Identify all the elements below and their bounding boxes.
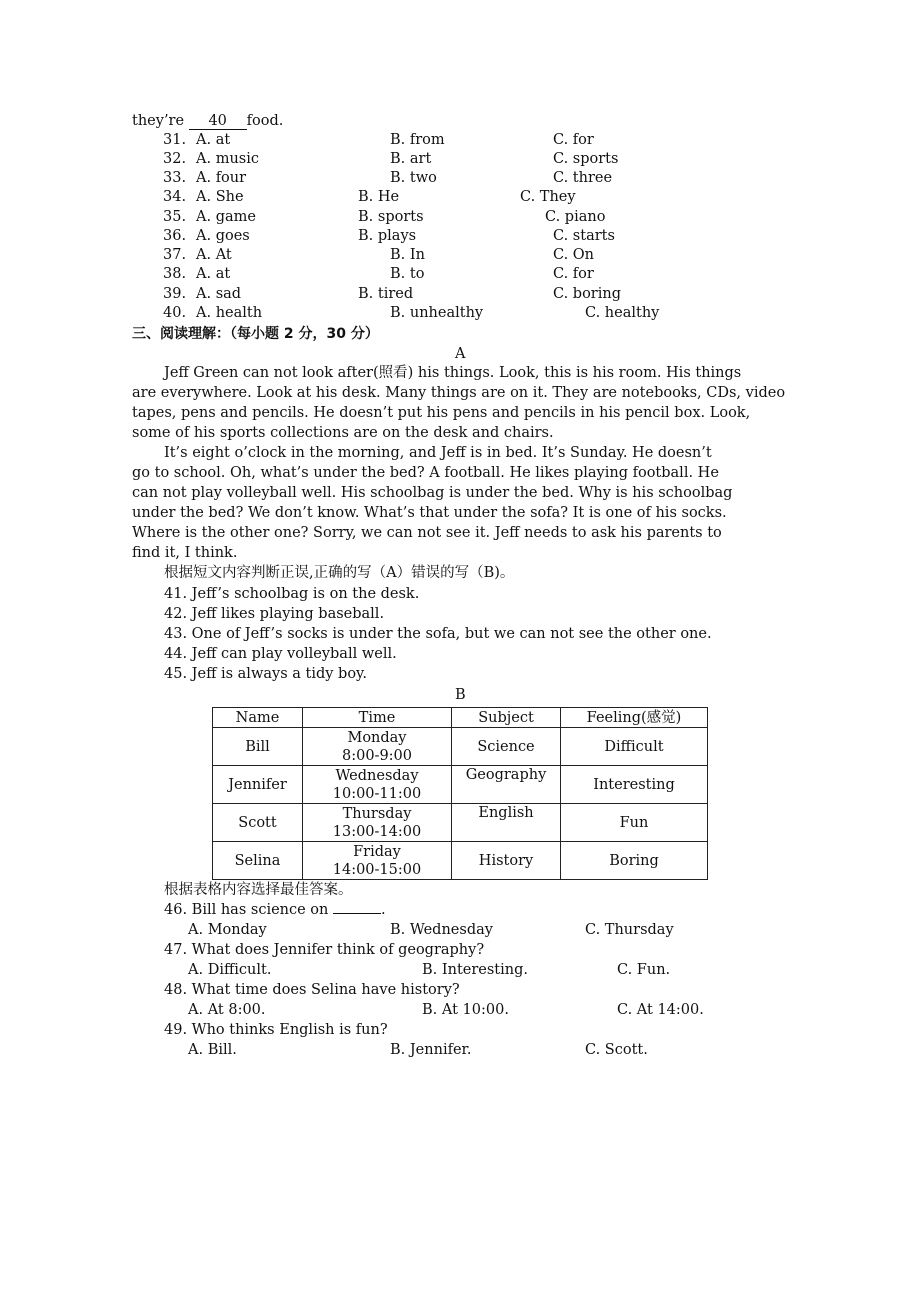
- option-b: B. Interesting.: [422, 962, 528, 978]
- question-45: 45. Jeff is always a tidy boy.: [164, 666, 367, 682]
- passage-line: find it, I think.: [132, 545, 238, 561]
- cell-subject: History: [452, 842, 561, 880]
- intro-after: food.: [246, 113, 284, 129]
- passage-line: tapes, pens and pencils. He doesn’t put his pens and pencils in his pencil box. Look,: [132, 405, 751, 421]
- cell-time: [303, 842, 452, 880]
- passage-b-label: B: [455, 687, 466, 703]
- cloze-option-b: B. In: [390, 247, 425, 263]
- cloze-option-c: C. sports: [553, 151, 619, 167]
- question-44: 44. Jeff can play volleyball well.: [164, 646, 397, 662]
- cloze-num: 40.: [163, 305, 187, 321]
- cloze-option-c: C. healthy: [585, 305, 660, 321]
- cell-name: Scott: [213, 804, 303, 842]
- cloze-option-c: C. three: [553, 170, 613, 186]
- passage-line: can not play volleyball well. His schoolbag is under the bed. Why is his schoolbag: [132, 485, 733, 501]
- table-row: [213, 842, 708, 880]
- cloze-option-c: C. for: [553, 132, 594, 148]
- cloze-num: 39.: [163, 286, 187, 302]
- cell-name: Bill: [213, 728, 303, 766]
- option-a: A. Monday: [188, 922, 267, 938]
- cloze-num: 32.: [163, 151, 187, 167]
- passage-line: some of his sports collections are on the desk and chairs.: [132, 425, 554, 441]
- cell-subject: English: [452, 804, 561, 842]
- cell-day: Thursday: [342, 805, 412, 822]
- header-subject: Subject: [452, 708, 561, 728]
- header-time: Time: [303, 708, 452, 728]
- option-a: A. Bill.: [188, 1042, 237, 1058]
- option-b: B. Jennifer.: [390, 1042, 472, 1058]
- cell-day: Monday: [347, 729, 407, 746]
- cloze-option-a: A. four: [196, 170, 247, 186]
- answer-blank: [333, 901, 381, 914]
- cell-feeling: Interesting: [561, 766, 708, 804]
- schedule-table: [212, 707, 708, 880]
- passage-a-instruction: 根据短文内容判断正误,正确的写（A）错误的写（B)。: [164, 565, 515, 581]
- cloze-option-c: C. They: [520, 189, 576, 205]
- cloze-option-a: A. At: [196, 247, 232, 263]
- cloze-option-a: A. at: [196, 266, 231, 282]
- cell-feeling: Boring: [561, 842, 708, 880]
- cloze-num: 34.: [163, 189, 187, 205]
- cell-subject: Science: [452, 728, 561, 766]
- option-b: B. Wednesday: [390, 922, 493, 938]
- cloze-option-a: A. game: [196, 209, 256, 225]
- cloze-option-c: C. boring: [553, 286, 621, 302]
- intro-before: they’re: [132, 113, 189, 129]
- cloze-option-a: A. at: [196, 132, 231, 148]
- table-header-row: [213, 708, 708, 728]
- question-46: [164, 900, 386, 920]
- cloze-option-b: B. art: [390, 151, 432, 167]
- question-41: 41. Jeff’s schoolbag is on the desk.: [164, 586, 420, 602]
- intro-line: [132, 111, 283, 131]
- cloze-option-a: A. sad: [196, 286, 242, 302]
- cloze-option-b: B. sports: [358, 209, 424, 225]
- cloze-num: 36.: [163, 228, 187, 244]
- cloze-option-b: B. tired: [358, 286, 414, 302]
- cell-hours: 14:00-15:00: [332, 861, 422, 878]
- passage-line: Where is the other one? Sorry, we can not see it. Jeff needs to ask his parents to: [132, 525, 722, 541]
- option-c: C. Thursday: [585, 922, 674, 938]
- cell-hours: 13:00-14:00: [332, 823, 422, 840]
- cloze-option-c: C. piano: [545, 209, 606, 225]
- cell-time: [303, 766, 452, 804]
- cloze-option-b: B. two: [390, 170, 437, 186]
- option-c: C. At 14:00.: [617, 1002, 704, 1018]
- cloze-option-a: A. music: [196, 151, 259, 167]
- option-c: C. Fun.: [617, 962, 671, 978]
- passage-line: Jeff Green can not look after(照看) his things. Look, this is his room. His things: [164, 365, 742, 381]
- header-name: Name: [213, 708, 303, 728]
- cell-time: [303, 728, 452, 766]
- cell-hours: 10:00-11:00: [332, 785, 422, 802]
- passage-line: are everywhere. Look at his desk. Many things are on it. They are notebooks, CDs, video: [132, 385, 786, 401]
- cloze-num: 33.: [163, 170, 187, 186]
- section-heading: 三、阅读理解：（每小题 2 分，30 分）: [132, 326, 379, 342]
- cloze-option-b: B. He: [358, 189, 400, 205]
- cloze-option-c: C. starts: [553, 228, 615, 244]
- cloze-option-a: A. goes: [196, 228, 250, 244]
- cloze-option-b: B. unhealthy: [390, 305, 484, 321]
- cloze-num: 37.: [163, 247, 187, 263]
- option-a: A. Difficult.: [188, 962, 272, 978]
- blank-40: 40: [189, 114, 247, 130]
- cloze-num: 31.: [163, 132, 187, 148]
- passage-line: go to school. Oh, what’s under the bed? A football. He likes playing football. He: [132, 465, 719, 481]
- header-feeling: Feeling(感觉): [561, 708, 708, 728]
- question-43: 43. One of Jeff’s socks is under the sofa, but we can not see the other one.: [164, 626, 712, 642]
- cell-hours: 8:00-9:00: [341, 747, 413, 764]
- cloze-option-a: A. She: [196, 189, 244, 205]
- cell-name: Jennifer: [213, 766, 303, 804]
- cell-day: Friday: [353, 843, 401, 860]
- option-a: A. At 8:00.: [188, 1002, 266, 1018]
- passage-line: under the bed? We don’t know. What’s that under the sofa? It is one of his socks.: [132, 505, 727, 521]
- cell-name: Selina: [213, 842, 303, 880]
- cloze-option-b: B. plays: [358, 228, 417, 244]
- question-47: 47. What does Jennifer think of geography?: [164, 942, 485, 958]
- cloze-option-c: C. On: [553, 247, 595, 263]
- passage-line: It’s eight o’clock in the morning, and Jeff is in bed. It’s Sunday. He doesn’t: [164, 445, 712, 461]
- cell-feeling: Fun: [561, 804, 708, 842]
- cloze-option-b: B. to: [390, 266, 425, 282]
- table-row: [213, 728, 708, 766]
- cloze-option-a: A. health: [196, 305, 263, 321]
- cell-time: [303, 804, 452, 842]
- passage-b-instruction: 根据表格内容选择最佳答案。: [164, 882, 353, 898]
- cell-feeling: Difficult: [561, 728, 708, 766]
- question-48: 48. What time does Selina have history?: [164, 982, 460, 998]
- cloze-option-b: B. from: [390, 132, 445, 148]
- question-46-end: .: [381, 902, 386, 918]
- cell-day: Wednesday: [335, 767, 419, 784]
- option-c: C. Scott.: [585, 1042, 648, 1058]
- passage-a-label: A: [455, 346, 466, 362]
- question-49: 49. Who thinks English is fun?: [164, 1022, 388, 1038]
- table-row: [213, 804, 708, 842]
- cloze-num: 35.: [163, 209, 187, 225]
- table-row: [213, 766, 708, 804]
- question-42: 42. Jeff likes playing baseball.: [164, 606, 385, 622]
- question-46-stem: 46. Bill has science on: [164, 902, 329, 918]
- cloze-num: 38.: [163, 266, 187, 282]
- cell-subject: Geography: [452, 766, 561, 804]
- cloze-option-c: C. for: [553, 266, 594, 282]
- option-b: B. At 10:00.: [422, 1002, 509, 1018]
